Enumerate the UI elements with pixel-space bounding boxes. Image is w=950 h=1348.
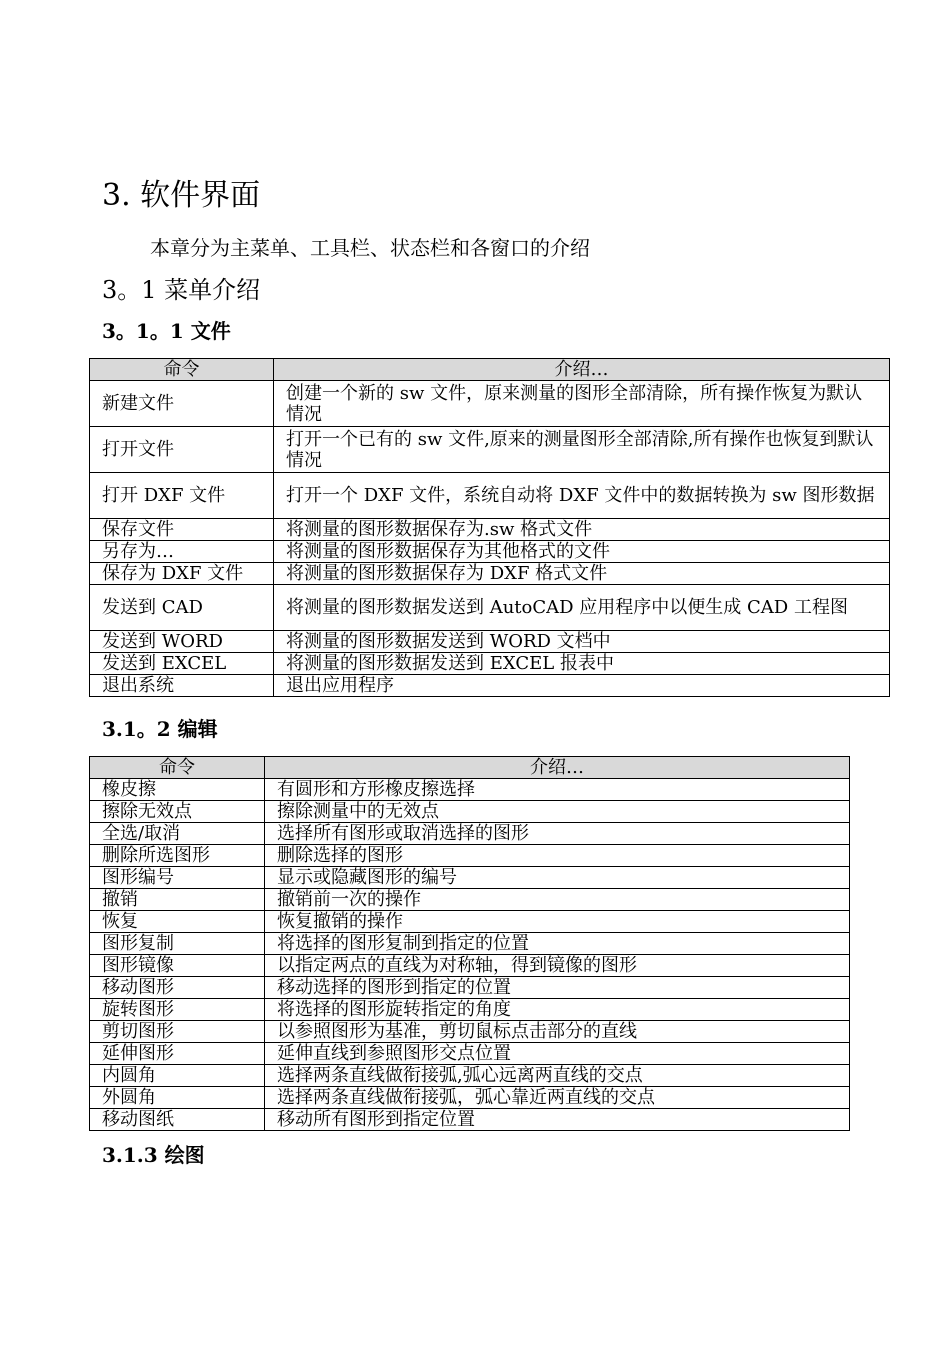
- chapter-intro: 本章分为主菜单、工具栏、状态栏和各窗口的介绍: [150, 236, 590, 260]
- header-description: 介绍…: [274, 359, 890, 381]
- command-cell: 发送到 WORD: [90, 631, 274, 653]
- description-cell: 有圆形和方形橡皮擦选择: [265, 779, 850, 801]
- table-row: [90, 977, 850, 999]
- description-cell: 将选择的图形旋转指定的角度: [265, 999, 850, 1021]
- command-cell: 发送到 CAD: [90, 585, 274, 631]
- command-cell: 外圆角: [90, 1087, 265, 1109]
- table-row: [90, 955, 850, 977]
- table-row: [90, 1065, 850, 1087]
- table-row: [90, 519, 890, 541]
- command-cell: 全选/取消: [90, 823, 265, 845]
- description-cell: 将测量的图形数据保存为其他格式的文件: [274, 541, 890, 563]
- table-row: [90, 1043, 850, 1065]
- menu-section-title: 3。1 菜单介绍: [102, 276, 261, 304]
- description-cell: 退出应用程序: [274, 675, 890, 697]
- table-row: [90, 1109, 850, 1131]
- file-command-table: [89, 358, 890, 697]
- description-cell: 选择两条直线做衔接弧,弧心远离两直线的交点: [265, 1065, 850, 1087]
- table-row: [90, 801, 850, 823]
- command-cell: 图形编号: [90, 867, 265, 889]
- description-cell: 以参照图形为基准，剪切鼠标点击部分的直线: [265, 1021, 850, 1043]
- description-cell: 打开一个已有的 sw 文件,原来的测量图形全部清除,所有操作也恢复到默认情况: [274, 427, 890, 473]
- table-row: [90, 541, 890, 563]
- table-row: [90, 867, 850, 889]
- table-row: [90, 585, 890, 631]
- table-row: [90, 889, 850, 911]
- table-row: [90, 779, 850, 801]
- header-description: 介绍…: [265, 757, 850, 779]
- description-cell: 移动所有图形到指定位置: [265, 1109, 850, 1131]
- command-cell: 橡皮擦: [90, 779, 265, 801]
- description-cell: 选择所有图形或取消选择的图形: [265, 823, 850, 845]
- command-cell: 移动图形: [90, 977, 265, 999]
- table-row: [90, 845, 850, 867]
- table-row: [90, 933, 850, 955]
- header-command: 命令: [90, 359, 274, 381]
- command-cell: 恢复: [90, 911, 265, 933]
- command-cell: 保存为 DXF 文件: [90, 563, 274, 585]
- description-cell: 擦除测量中的无效点: [265, 801, 850, 823]
- description-cell: 撤销前一次的操作: [265, 889, 850, 911]
- command-cell: 旋转图形: [90, 999, 265, 1021]
- description-cell: 移动选择的图形到指定的位置: [265, 977, 850, 999]
- draw-section-title: 3.1.3 绘图: [102, 1143, 205, 1167]
- edit-command-table: [89, 756, 850, 1131]
- table-header-row: [90, 359, 890, 381]
- command-cell: 新建文件: [90, 381, 274, 427]
- description-cell: 以指定两点的直线为对称轴，得到镜像的图形: [265, 955, 850, 977]
- command-cell: 打开 DXF 文件: [90, 473, 274, 519]
- table-row: [90, 999, 850, 1021]
- table-row: [90, 631, 890, 653]
- header-command: 命令: [90, 757, 265, 779]
- description-cell: 将测量的图形数据发送到 WORD 文档中: [274, 631, 890, 653]
- description-cell: 显示或隐藏图形的编号: [265, 867, 850, 889]
- table-row: [90, 1021, 850, 1043]
- table-row: [90, 427, 890, 473]
- description-cell: 恢复撤销的操作: [265, 911, 850, 933]
- description-cell: 将测量的图形数据保存为 DXF 格式文件: [274, 563, 890, 585]
- command-cell: 图形复制: [90, 933, 265, 955]
- description-cell: 删除选择的图形: [265, 845, 850, 867]
- table-row: [90, 563, 890, 585]
- command-cell: 打开文件: [90, 427, 274, 473]
- command-cell: 擦除无效点: [90, 801, 265, 823]
- table-row: [90, 1087, 850, 1109]
- edit-section-title: 3.1。2 编辑: [102, 717, 218, 741]
- file-section-title: 3。1。1 文件: [102, 319, 231, 343]
- table-row: [90, 381, 890, 427]
- description-cell: 打开一个 DXF 文件，系统自动将 DXF 文件中的数据转换为 sw 图形数据: [274, 473, 890, 519]
- description-cell: 将测量的图形数据发送到 AutoCAD 应用程序中以便生成 CAD 工程图: [274, 585, 890, 631]
- command-cell: 撤销: [90, 889, 265, 911]
- table-header-row: [90, 757, 850, 779]
- table-row: [90, 823, 850, 845]
- command-cell: 延伸图形: [90, 1043, 265, 1065]
- description-cell: 将测量的图形数据保存为.sw 格式文件: [274, 519, 890, 541]
- command-cell: 保存文件: [90, 519, 274, 541]
- description-cell: 选择两条直线做衔接弧，弧心靠近两直线的交点: [265, 1087, 850, 1109]
- table-row: [90, 653, 890, 675]
- description-cell: 将测量的图形数据发送到 EXCEL 报表中: [274, 653, 890, 675]
- description-cell: 将选择的图形复制到指定的位置: [265, 933, 850, 955]
- command-cell: 退出系统: [90, 675, 274, 697]
- command-cell: 内圆角: [90, 1065, 265, 1087]
- command-cell: 图形镜像: [90, 955, 265, 977]
- table-row: [90, 911, 850, 933]
- table-row: [90, 675, 890, 697]
- command-cell: 移动图纸: [90, 1109, 265, 1131]
- command-cell: 删除所选图形: [90, 845, 265, 867]
- description-cell: 延伸直线到参照图形交点位置: [265, 1043, 850, 1065]
- command-cell: 剪切图形: [90, 1021, 265, 1043]
- command-cell: 发送到 EXCEL: [90, 653, 274, 675]
- table-row: [90, 473, 890, 519]
- command-cell: 另存为…: [90, 541, 274, 563]
- description-cell: 创建一个新的 sw 文件，原来测量的图形全部清除，所有操作恢复为默认情况: [274, 381, 890, 427]
- chapter-title: 3. 软件界面: [102, 178, 261, 213]
